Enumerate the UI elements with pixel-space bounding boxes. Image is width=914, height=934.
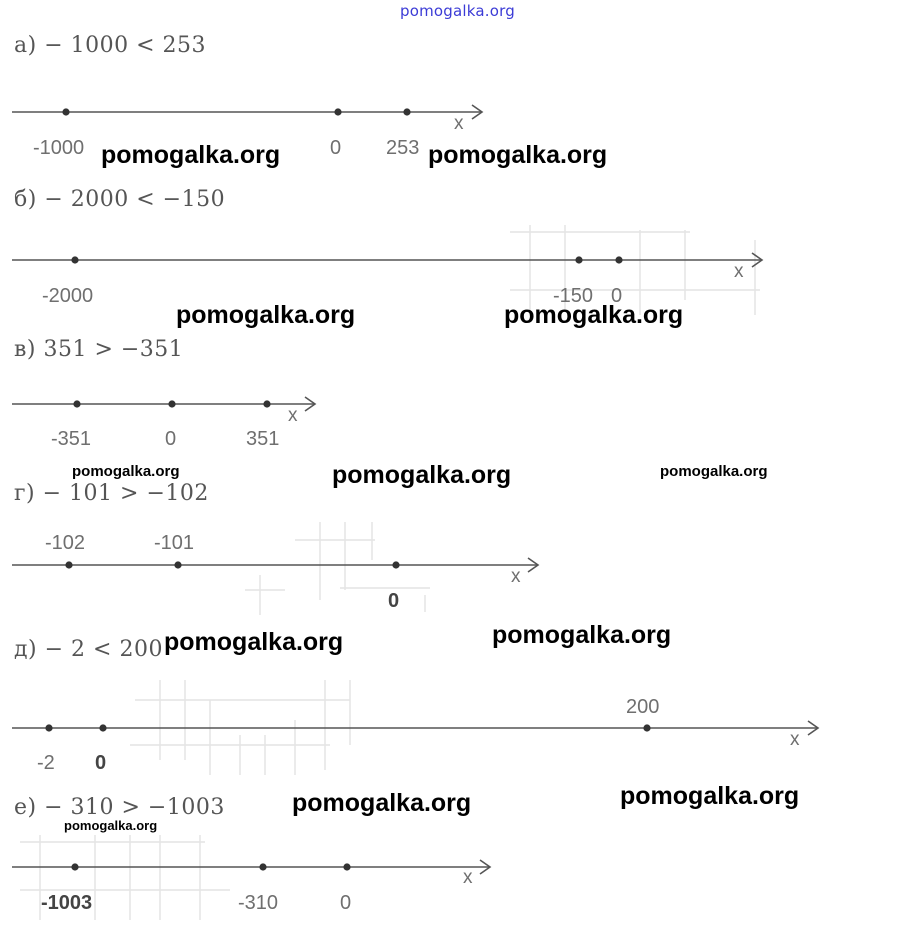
point-dot [615, 256, 622, 263]
axis-x-label: x [511, 566, 521, 587]
watermark: pomogalka.org [64, 818, 158, 833]
tick-label: -310 [238, 892, 279, 914]
tick-label: 0 [611, 285, 623, 307]
inequality-e: е) − 310 > −1003 [14, 795, 225, 820]
point-dot [334, 108, 341, 115]
tick-label: 0 [340, 892, 352, 914]
axis-x-label: x [463, 867, 473, 888]
tick-label: -2000 [42, 285, 94, 307]
tick-label: -2 [37, 752, 55, 774]
inequality-d: д) − 2 < 200 [14, 637, 163, 662]
point-dot [65, 561, 72, 568]
point-dot [71, 863, 78, 870]
point-dot [259, 863, 266, 870]
point-dot [403, 108, 410, 115]
point-dot [643, 724, 650, 731]
tick-label: 0 [165, 428, 177, 450]
tick-label: 351 [246, 428, 280, 450]
inequality-a: а) − 1000 < 253 [14, 33, 207, 58]
axis-x-label: x [790, 729, 800, 750]
axis-x-label: x [454, 113, 464, 134]
tick-label: -102 [45, 532, 86, 554]
inequality-v: в) 351 > −351 [14, 337, 184, 362]
axis-x-label: x [734, 261, 744, 282]
tick-label: 0 [330, 137, 342, 159]
watermark: pomogalka.org [101, 141, 281, 169]
header-watermark[interactable]: pomogalka.org [400, 2, 515, 20]
tick-label: 0 [388, 590, 400, 612]
watermark: pomogalka.org [176, 301, 356, 329]
point-dot [343, 863, 350, 870]
watermark: pomogalka.org [292, 789, 472, 817]
axis-x-label: x [288, 405, 298, 426]
watermark: pomogalka.org [72, 463, 180, 480]
watermark: pomogalka.org [428, 141, 608, 169]
point-dot [575, 256, 582, 263]
inequality-b: б) − 2000 < −150 [14, 187, 226, 212]
point-dot [45, 724, 52, 731]
watermark: pomogalka.org [660, 463, 768, 480]
inequality-g: г) − 101 > −102 [14, 481, 209, 506]
tick-label: -1000 [33, 137, 85, 159]
tick-label: -101 [154, 532, 195, 554]
watermark: pomogalka.org [164, 628, 344, 656]
point-dot [392, 561, 399, 568]
tick-label: -150 [553, 285, 594, 307]
point-dot [71, 256, 78, 263]
tick-label: 253 [386, 137, 420, 159]
point-dot [168, 400, 175, 407]
watermark: pomogalka.org [332, 461, 512, 489]
watermark: pomogalka.org [504, 301, 684, 329]
tick-label: -351 [51, 428, 92, 450]
watermark: pomogalka.org [620, 782, 800, 810]
point-dot [263, 400, 270, 407]
point-dot [73, 400, 80, 407]
tick-label: 0 [95, 752, 107, 774]
watermark: pomogalka.org [492, 621, 672, 649]
point-dot [62, 108, 69, 115]
point-dot [174, 561, 181, 568]
tick-label: 200 [626, 696, 660, 718]
point-dot [99, 724, 106, 731]
tick-label: -1003 [41, 892, 93, 914]
